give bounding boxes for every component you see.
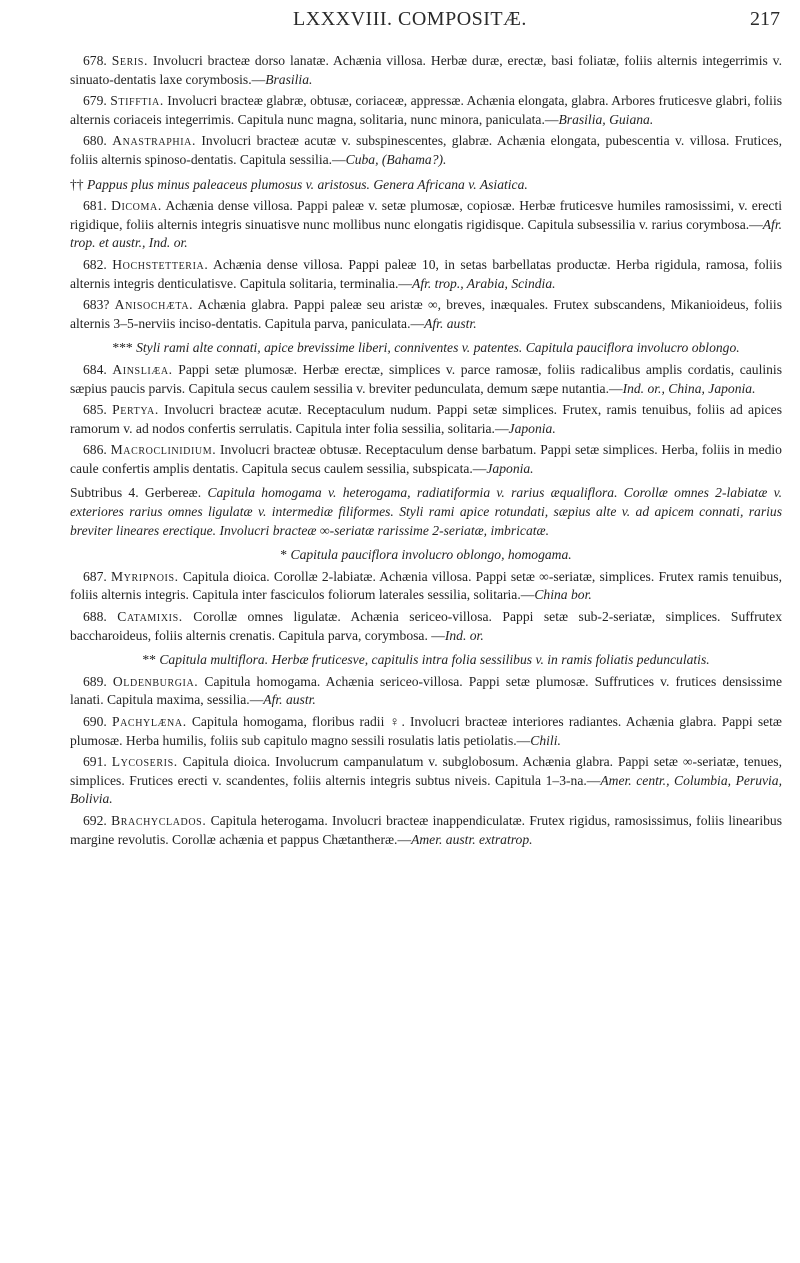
genus-entry	[70, 256, 782, 293]
genus-name: Stifftia.	[110, 93, 164, 109]
entry-description: Capitula homogama, floribus radii ♀. Involucri bracteæ interiores radiantes. Achænia glabra. Pappi setæ plumosæ. Herba humilis, foliis sub capitulo magno sessili rosulatis latis petiolatis.—	[70, 714, 782, 748]
subtribe-heading	[70, 484, 782, 540]
genus-entry	[70, 361, 782, 398]
entry-distribution: Brasilia, Guiana.	[558, 111, 654, 127]
entry-number: 681.	[83, 198, 107, 214]
genus-entry	[70, 52, 782, 89]
genus-entry	[70, 92, 782, 129]
entry-number: 687.	[83, 568, 107, 584]
entry-description: Involucri bracteæ glabræ, obtusæ, coriaceæ, appressæ. Achænia elongata, glabra. Arbores fruticesve glabri, foliis alternis coriaceis integerrimis. Capitula nunc magna, solitaria, nunc minora, paniculata.—	[70, 93, 783, 127]
entry-number: 690.	[83, 714, 107, 729]
genus-name: Pertya.	[112, 402, 159, 418]
genus-name: Dicoma.	[111, 198, 162, 214]
entry-distribution: Japonia.	[508, 420, 556, 436]
entry-description: Capitula homogama. Achænia sericeo-villosa. Pappi setæ plumosæ. Suffrutices v. frutices densissime lanati. Capitula maxima, sessilia.—	[70, 673, 782, 708]
entry-number: 686.	[83, 442, 107, 458]
entry-number: 682.	[83, 256, 107, 272]
genus-name: Brachyclados.	[111, 812, 207, 828]
genus-name: Seris.	[111, 53, 148, 68]
entry-distribution: Amer. austr. extratrop.	[411, 831, 533, 847]
entry-distribution: China bor.	[534, 587, 592, 603]
key-heading	[78, 339, 774, 358]
genus-name: Lycoseris.	[111, 754, 178, 770]
entry-description: Pappi setæ plumosæ. Herbæ erectæ, simplices v. parce ramosæ, foliis radicalibus amplis cordatis, caulinis sæpius paucis parvis. Capitula secus caulem sessilia v. breviter pedunculata, demum sæpe nutantia.—	[70, 361, 782, 396]
genus-entry	[70, 132, 782, 169]
genus-name: Macroclinidium.	[110, 442, 217, 458]
entry-distribution: Japonia.	[486, 460, 534, 476]
entry-number: 688.	[83, 609, 107, 625]
entry-description: Capitula heterogama. Involucri bracteæ inappendiculatæ. Frutex rigidus, ramosissimus, foliis linearibus margine revolutis. Corollæ achænia et pappus Chætantheræ.—	[70, 812, 782, 847]
entry-distribution: Afr. austr.	[424, 315, 477, 331]
page-body	[70, 52, 782, 852]
key-text: Capitula multiflora. Herbæ fruticesve, capitulis intra folia sessilibus v. in ramis foliatis pedunculatis.	[159, 652, 710, 668]
entry-number: 692.	[83, 812, 107, 828]
genus-name: Ainsliæa.	[112, 361, 173, 377]
entry-description: Achænia dense villosa. Pappi paleæ v. setæ plumosæ, copiosæ. Herbæ fruticesve humiles ramosissimi, v. erecti rigidique, foliis alternis integris sinuatisve nunc mollibus nunc elongatis rigidisque. Capitula subsessilia v. rarius corymbosa.—	[70, 198, 782, 232]
subtribe-name: Gerbereæ.	[144, 485, 202, 501]
entry-description: Achænia glabra. Pappi paleæ seu aristæ ∞, breves, inæquales. Frutex subscandens, Mikanioideus, foliis alternis 3–5-nerviis inciso-dentatis. Capitula parva, paniculata.—	[70, 297, 782, 331]
key-text: Capitula pauciflora involucro oblongo, homogama.	[290, 547, 572, 563]
genus-entry	[70, 568, 782, 605]
genus-name: Hochstetteria.	[112, 256, 209, 272]
genus-name: Anisochæta.	[114, 297, 194, 313]
entry-number: 678.	[83, 53, 107, 68]
entry-number: 683?	[83, 297, 110, 313]
entry-number: 685.	[83, 402, 107, 418]
key-heading	[70, 176, 782, 195]
genus-entry	[70, 673, 782, 710]
entry-distribution: Afr. austr.	[263, 692, 316, 708]
entry-distribution: Cuba, (Bahama?).	[345, 151, 447, 167]
running-header	[40, 8, 780, 34]
entry-distribution: Ind. or., China, Japonia.	[622, 380, 756, 396]
entry-number: 689.	[83, 673, 107, 689]
entry-description: Involucri bracteæ acutæ v. subspinescentes, glabræ. Achænia elongata, pubescentia v. villosa. Frutices, foliis alternis spinoso-dentatis. Capitula sessilia.—	[70, 133, 782, 167]
genus-entry	[70, 608, 782, 645]
genus-name: Pachylæna.	[111, 714, 187, 729]
entry-distribution: Afr. trop. et austr., Ind. or.	[70, 216, 782, 251]
key-mark: *	[280, 547, 288, 563]
genus-entry	[70, 753, 782, 809]
genus-name: Catamixis.	[117, 609, 183, 625]
entry-distribution: Brasilia.	[265, 71, 313, 87]
entry-description: Achænia dense villosa. Pappi paleæ 10, in setas barbellatas productæ. Herba rigidula, ramosa, foliis alternis integris denticulatisve. Capitula solitaria, terminalia.—	[70, 256, 782, 291]
subtribe-label: Subtribus 4.	[70, 485, 139, 501]
genus-entry	[70, 441, 782, 478]
genus-entry	[70, 713, 782, 750]
genus-entry	[70, 812, 782, 849]
entry-number: 679.	[83, 93, 107, 109]
key-mark: ††	[70, 176, 84, 192]
entry-number: 691.	[83, 754, 107, 770]
subtribe-description: Capitula homogama v. heterogama, radiatiformia v. rarius æqualiflora. Corollæ omnes 2-labiatæ v. exteriores rarius omnes ligulatæ v. intermediæ filiformes. Styli rami apice rotundati, sæpius alte v. ad apicem connati, rarius breviter lineares erectique. Involucri bracteæ ∞-seriatæ rarissime 2-seriatæ, imbricatæ.	[70, 485, 782, 538]
entry-description: Involucri bracteæ obtusæ. Receptaculum dense barbatum. Pappi setæ simplices. Herba, foliis in medio caule confertis amplis dentatis. Capitula secus caulem sessilia, subspicata.—	[70, 442, 782, 476]
entry-description: Involucri bracteæ dorso lanatæ. Achænia villosa. Herbæ duræ, erectæ, basi foliatæ, foliis alternis integerrimis v. sinuato-dentatis laxe corymbosis.—	[70, 53, 782, 87]
entry-description: Involucri bracteæ acutæ. Receptaculum nudum. Pappi setæ simplices. Frutex, ramis tenuibus, foliis ad apices ramorum v. ad nodos confertis serrulatis. Capitula inter folia sessilia, solitaria.—	[70, 402, 782, 436]
entry-description: Capitula dioica. Involucrum campanulatum v. subglobosum. Achænia glabra. Pappi setæ ∞-seriatæ, tenues, simplices. Frutices erecti v. scandentes, foliis alternis integris subtus niveis. Capitula 1–3-na.—	[70, 754, 782, 788]
genus-name: Oldenburgia.	[112, 673, 199, 689]
key-mark: **	[142, 652, 156, 668]
entry-number: 680.	[83, 133, 107, 149]
entry-number: 684.	[83, 361, 107, 377]
entry-description: Corollæ omnes ligulatæ. Achænia sericeo-villosa. Pappi setæ sub-2-seriatæ, simplices. Suffrutex baccharoideus, foliis alternis crenatis. Capitula parva, corymbosa. —	[70, 609, 783, 643]
key-heading	[78, 546, 774, 565]
entry-description: Capitula dioica. Corollæ 2-labiatæ. Achænia villosa. Pappi setæ ∞-seriatæ, simplices. Frutex ramis tenuibus, foliis alternis integris. Capitula inter fasciculos foliorum laterales sessilia, solitaria.—	[70, 568, 782, 603]
entry-distribution: Amer. centr., Columbia, Peruvia, Bolivia.	[70, 772, 782, 807]
key-text: Styli rami alte connati, apice brevissime liberi, conniventes v. patentes. Capitula pauciflora involucro oblongo.	[136, 340, 740, 356]
key-mark: ***	[112, 340, 133, 356]
genus-name: Anastraphia.	[112, 133, 196, 149]
key-text: Pappus plus minus paleaceus plumosus v. aristosus. Genera Africana v. Asiatica.	[87, 176, 528, 192]
genus-name: Myripnois.	[111, 568, 179, 584]
genus-entry	[70, 197, 782, 253]
page-number: 217	[750, 8, 780, 30]
entry-distribution: Afr. trop., Arabia, Scindia.	[412, 275, 556, 291]
entry-distribution: Chili.	[530, 732, 561, 748]
genus-entry	[70, 296, 782, 333]
entry-distribution: Ind. or.	[444, 627, 484, 643]
genus-entry	[70, 401, 782, 438]
chapter-title: LXXXVIII. COMPOSITÆ.	[293, 8, 527, 30]
key-heading	[78, 651, 774, 670]
